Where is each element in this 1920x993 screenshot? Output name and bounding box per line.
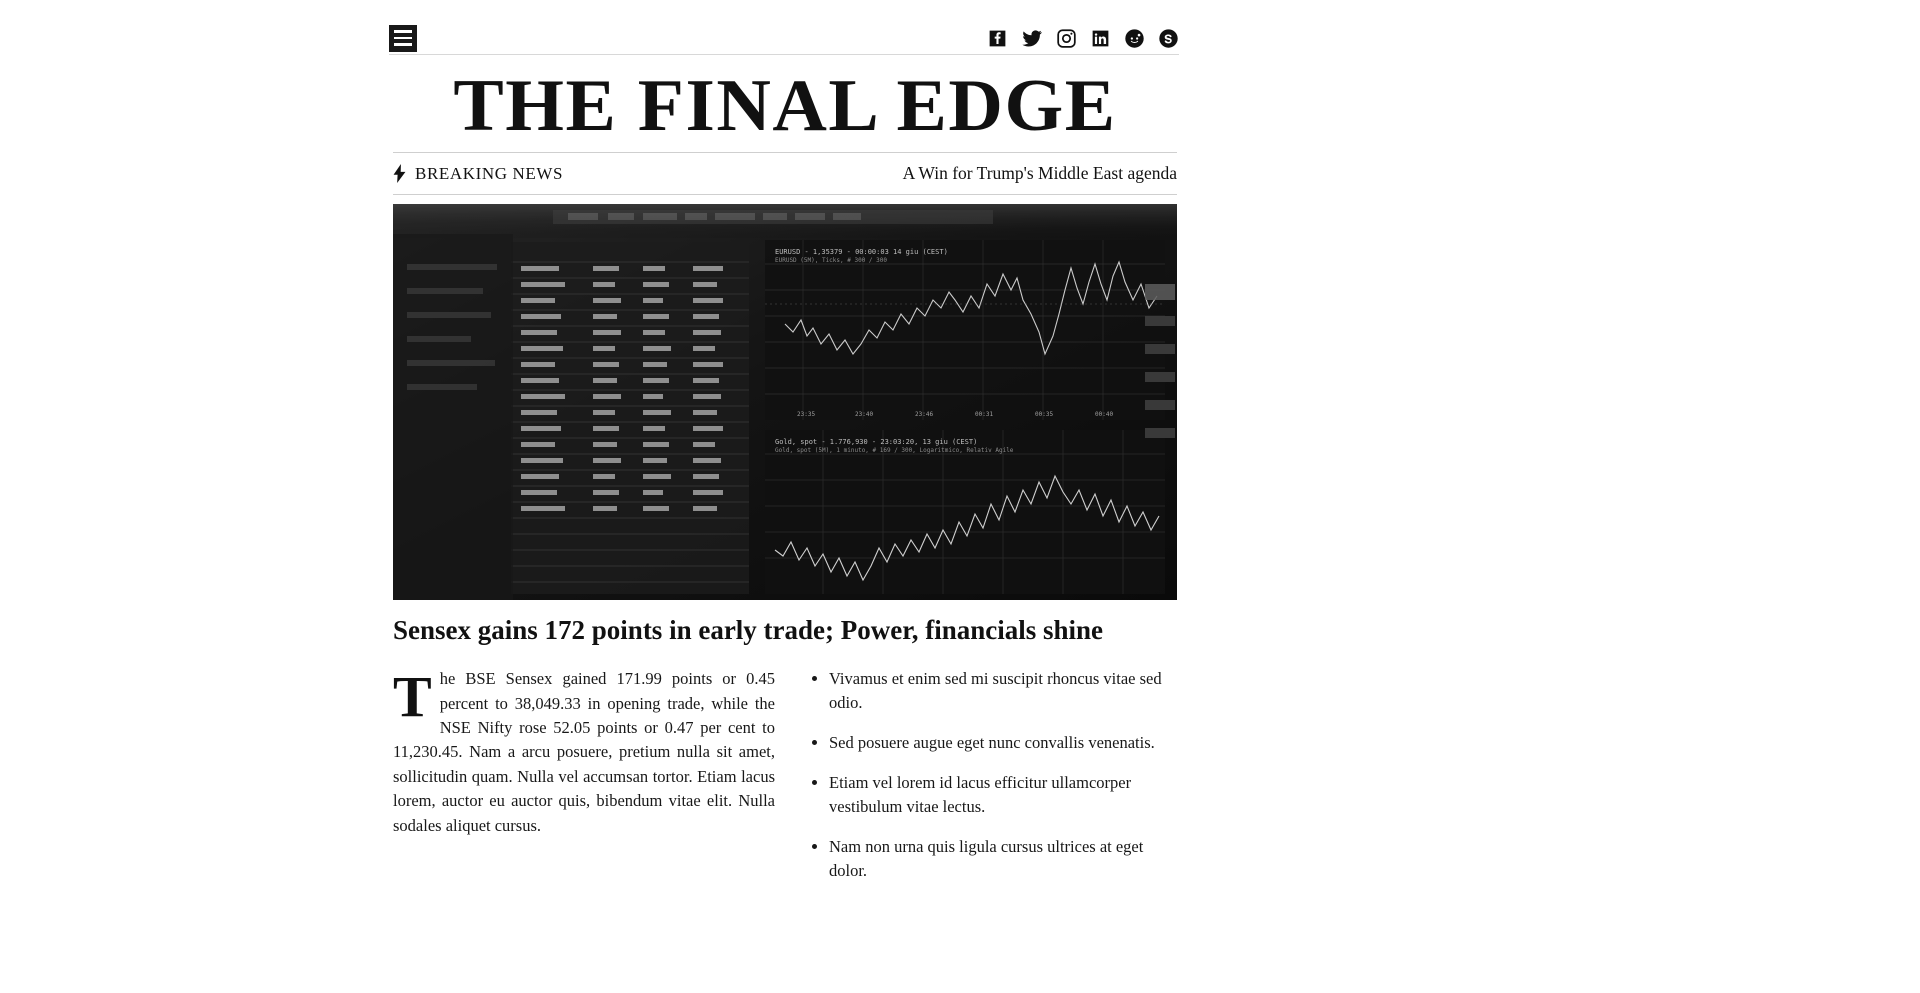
menu-button[interactable] <box>389 25 417 52</box>
bolt-icon <box>393 164 406 183</box>
linkedin-icon[interactable] <box>1090 28 1111 49</box>
svg-text:00:35: 00:35 <box>1035 411 1054 419</box>
list-item: • Etiam vel lorem id lacus efficitur ullamcorper vestibulum vitae lectus. <box>829 771 1177 819</box>
article-paragraph-column <box>393 664 775 898</box>
article-bullet-column <box>809 667 1177 898</box>
skype-icon[interactable] <box>1158 28 1179 49</box>
breaking-news-bar <box>393 153 1177 195</box>
svg-text:00:40: 00:40 <box>1095 411 1114 419</box>
reddit-icon[interactable] <box>1124 28 1145 49</box>
trading-terminal-illustration <box>393 204 1177 600</box>
social-links <box>977 28 1179 49</box>
svg-text:00:31: 00:31 <box>975 411 994 419</box>
svg-text:Gold, spot - 1.776,930 - 23:03: Gold, spot - 1.776,930 - 23:03:20, 13 giu (CEST) <box>775 438 978 447</box>
article-bullet-list <box>809 667 1177 882</box>
newspaper-page <box>375 14 1195 993</box>
svg-text:23:46: 23:46 <box>915 411 934 419</box>
article-body <box>393 664 1177 898</box>
list-item: • Sed posuere augue eget nunc convallis venenatis. <box>829 731 1177 755</box>
svg-text:EURUSD - 1,35379 - 00:00:03 14: EURUSD - 1,35379 - 00:00:03 14 giu (CEST) <box>775 248 948 257</box>
article-headline: Sensex gains 172 points in early trade; Power, financials shine <box>393 615 1104 646</box>
hamburger-bar-1 <box>394 30 412 33</box>
svg-text:Gold, spot (5M), 1 minuto, # 1: Gold, spot (5M), 1 minuto, # 169 / 300, Logaritmico, Relativ Agile <box>775 447 1014 455</box>
twitter-icon[interactable] <box>1021 28 1043 49</box>
site-title: THE FINAL EDGE <box>453 65 1117 147</box>
top-bar-divider <box>389 54 1179 55</box>
hamburger-bar-2 <box>394 37 412 40</box>
svg-text:23:35: 23:35 <box>797 411 816 419</box>
instagram-icon[interactable] <box>1056 28 1077 49</box>
masthead <box>375 62 1195 146</box>
article-paragraph-text: he BSE Sensex gained 171.99 points or 0.45 percent to 38,049.33 in opening trade, while the NSE Nifty rose 52.05 points or 0.47 per cent to 11,230.45. Nam a arcu posuere, pretium nulla sit amet, sollicitudin quam. Nulla vel accumsan tortor. Etiam lacus lorem, auctor eu auctor quis, bibendum vitae elit. Nulla sodales aliquet cursus. <box>393 669 775 835</box>
facebook-icon[interactable] <box>987 28 1008 49</box>
svg-text:EURUSD (5M), Ticks, # 300 / 30: EURUSD (5M), Ticks, # 300 / 300 <box>775 257 887 265</box>
breaking-news-label: BREAKING NEWS <box>415 163 564 183</box>
top-bar <box>375 14 1195 62</box>
svg-text:23:40: 23:40 <box>855 411 874 419</box>
breaking-news-ticker[interactable]: A Win for Trump's Middle East agenda <box>902 163 1177 184</box>
list-item: • Vivamus et enim sed mi suscipit rhoncus vitae sed odio. <box>829 667 1177 715</box>
article-hero-image <box>393 204 1177 600</box>
drop-cap: T <box>393 664 432 730</box>
hamburger-bar-3 <box>394 43 412 46</box>
list-item: • Nam non urna quis ligula cursus ultrices at eget dolor. <box>829 835 1177 883</box>
